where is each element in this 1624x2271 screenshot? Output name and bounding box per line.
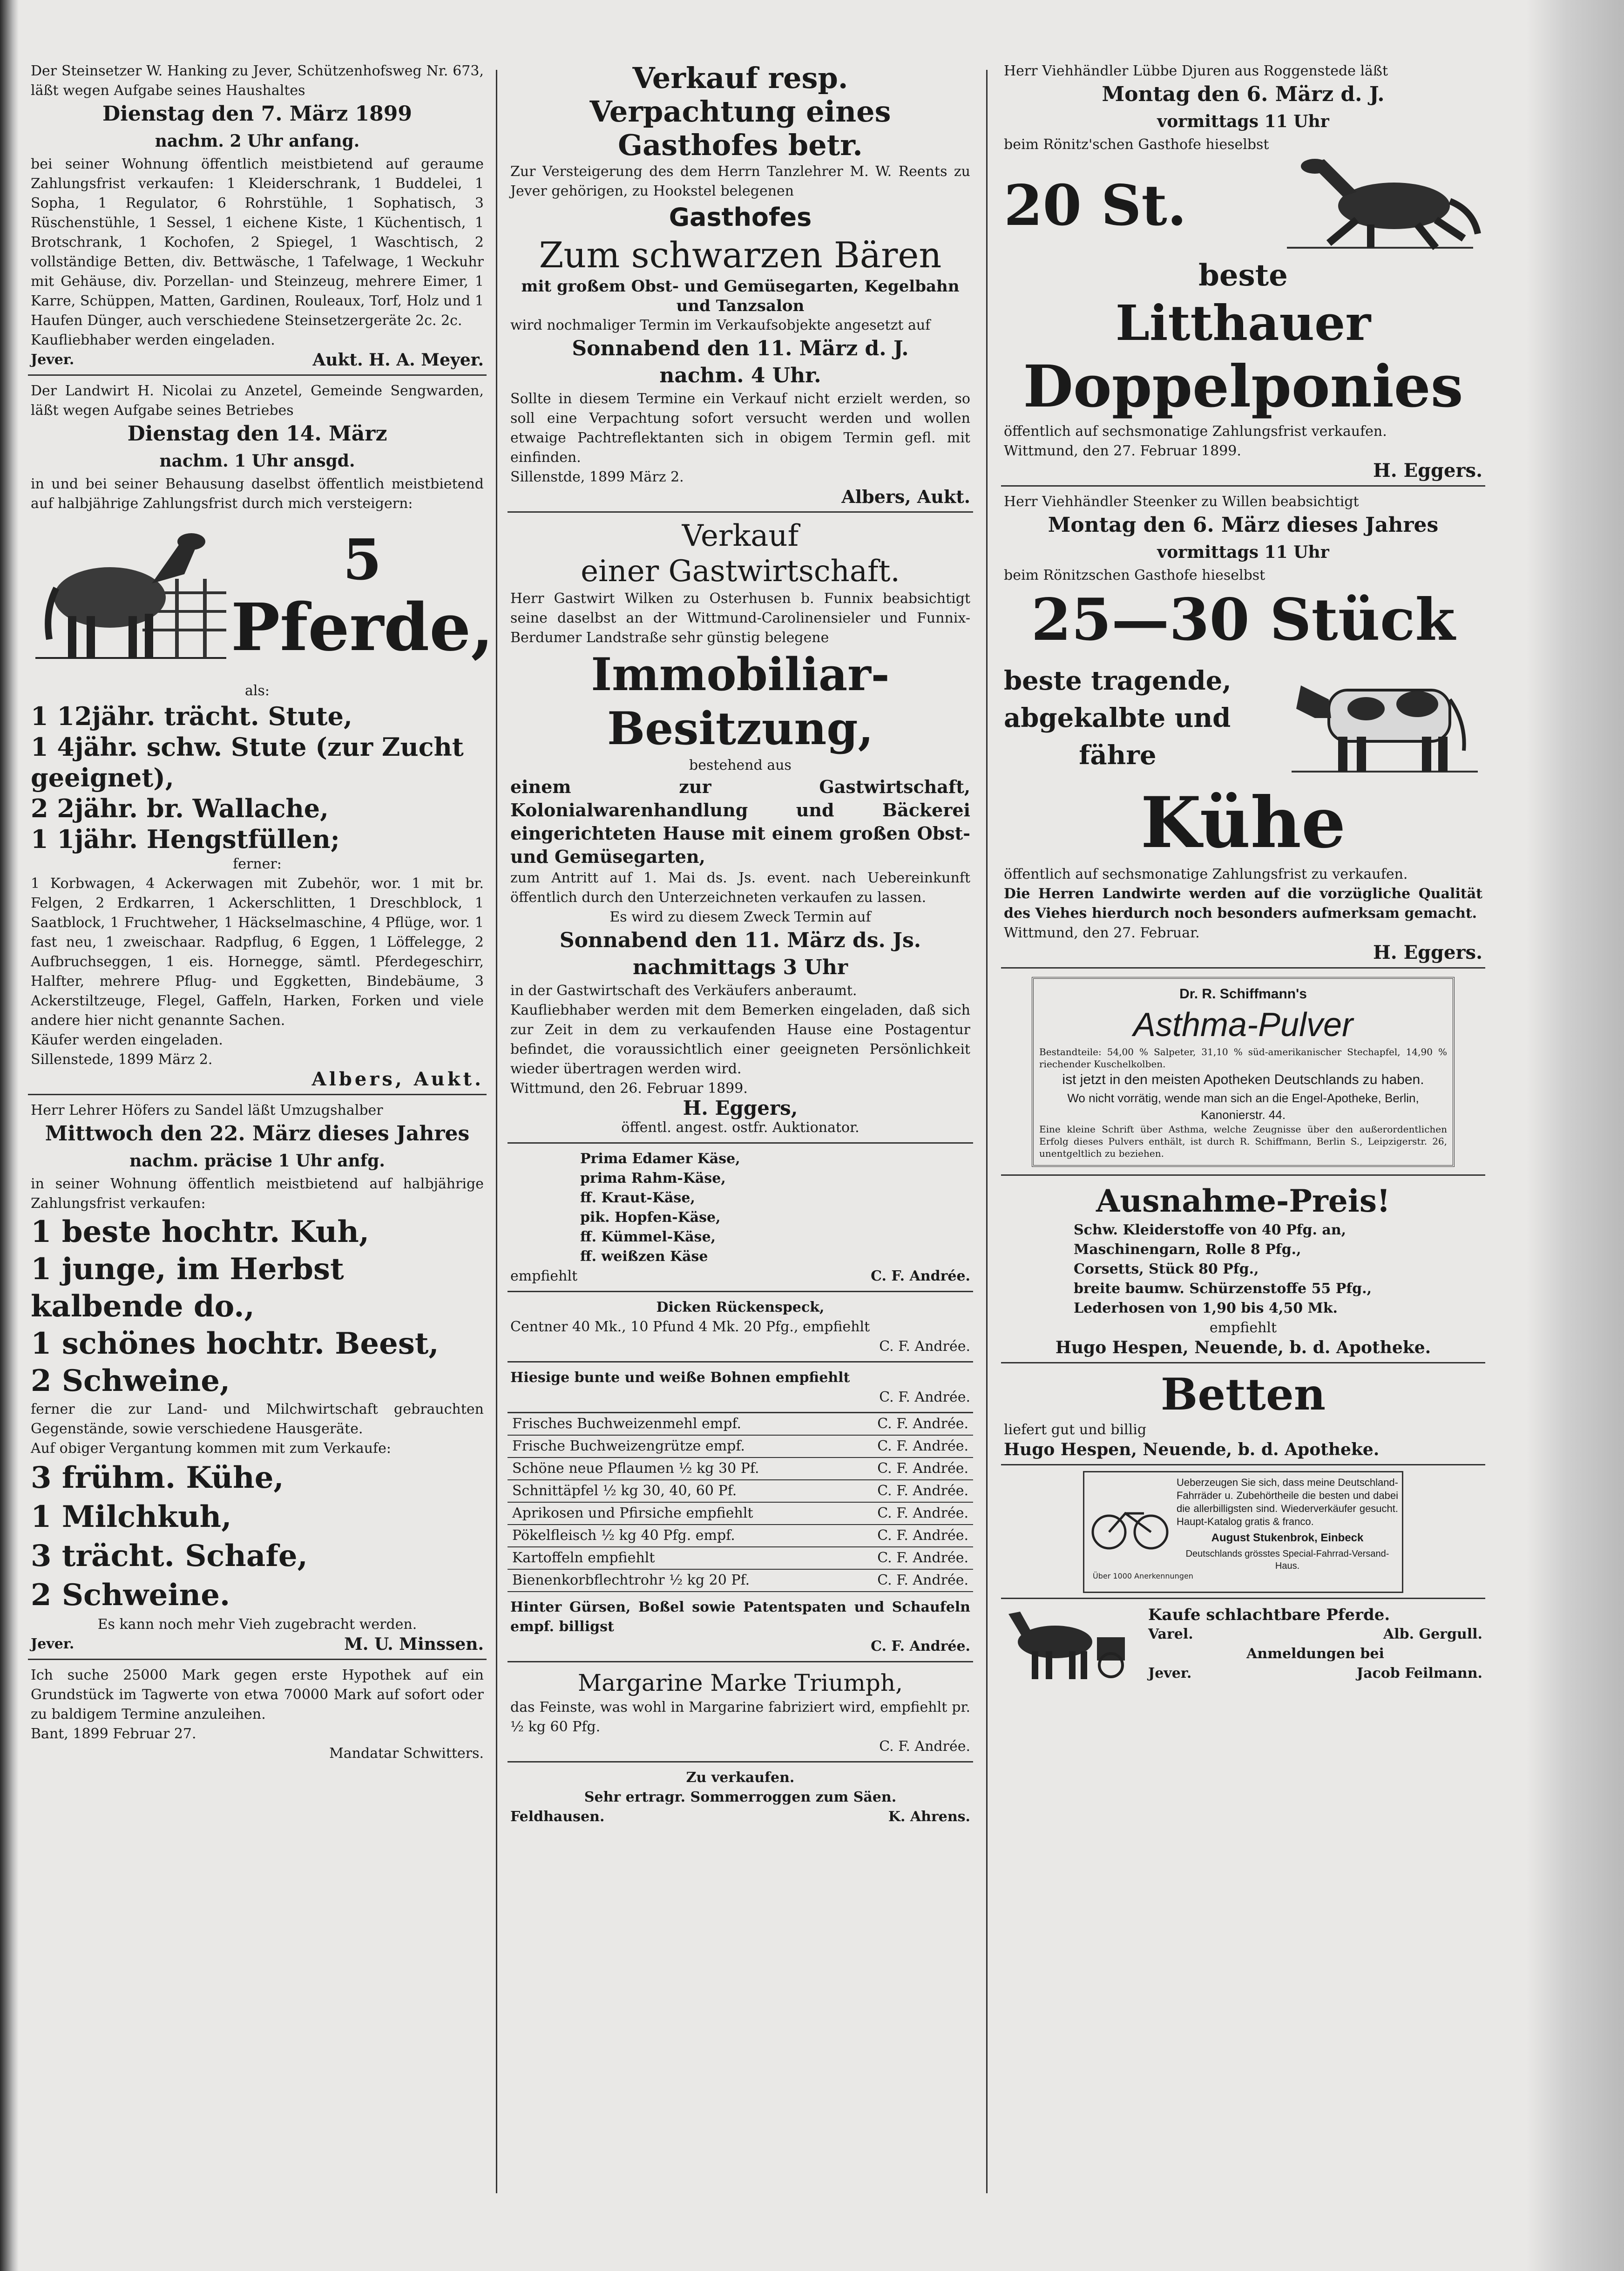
ad-intro: Herr Viehhändler Lübbe Djuren aus Roggenstede läßt bbox=[1004, 63, 1388, 79]
ad-small: Eine kleine Schrift über Asthma, welche Zeugnisse über den außerordentlichen Erfolg dieses Pulvers enthält, ist durch R. Schiffmann, Berlin S., Leipzigerstr. 26, unentgeltlich zu beziehen. bbox=[1039, 1124, 1447, 1159]
ad-body: Die Herren Landwirte werden auf die vorzügliche Qualität des Viehes hierdurch noch besonders aufmerksam gemacht. bbox=[1004, 886, 1482, 922]
page-edge bbox=[1526, 0, 1624, 2271]
table-sign: C. F. Andrée. bbox=[877, 1416, 968, 1432]
ad-heading: Doppelponies bbox=[1023, 353, 1463, 420]
list-item: Corsetts, Stück 80 Pfg., bbox=[1074, 1261, 1259, 1277]
table-sign: C. F. Andrée. bbox=[877, 1483, 968, 1499]
horse-list bbox=[31, 701, 484, 854]
ad-body: mit großem Obst- und Gemüsegarten, Kegelbahn und Tanzsalon bbox=[521, 277, 960, 315]
ad-gasthof-sale bbox=[508, 56, 973, 513]
table-sign: C. F. Andrée. bbox=[877, 1527, 968, 1544]
ad-heading: beste bbox=[1198, 258, 1288, 293]
auction-time: nachm. 1 Uhr ansgd. bbox=[159, 451, 355, 471]
ad-ausnahme bbox=[1001, 1176, 1485, 1363]
pony-illustration bbox=[1278, 155, 1482, 257]
ad-body: in seiner Wohnung öffentlich meistbietend auf halbjährige Zahlungsfrist verkaufen: bbox=[31, 1176, 484, 1212]
auction-date: Sonnabend den 11. März d. J. bbox=[572, 337, 909, 360]
ad-signature: C. F. Andrée. bbox=[879, 1389, 970, 1405]
table-row bbox=[508, 1480, 973, 1503]
auction-time: nachm. 2 Uhr anfang. bbox=[155, 131, 360, 151]
column-rule bbox=[986, 70, 988, 2193]
auction-date: Dienstag den 14. März bbox=[127, 422, 387, 446]
list-item: 1 beste hochtr. Kuh, bbox=[31, 1214, 370, 1249]
ad-firm: August Stukenbrok, Einbeck bbox=[1211, 1532, 1364, 1544]
list-item: prima Rahm-Käse, bbox=[580, 1170, 726, 1186]
auction-time: nachm. 4 Uhr. bbox=[659, 364, 821, 387]
cow-illustration bbox=[1287, 658, 1482, 779]
ad-body: einem zur Gastwirtschaft, Kolonialwarenhandlung und Bäckerei eingerichteten Hause mit einem großen Obst- und Gemüsegarten, bbox=[510, 776, 970, 867]
ad-intro: Herr Lehrer Höfers zu Sandel läßt Umzugshalber bbox=[31, 1102, 383, 1119]
ad-betten bbox=[1001, 1363, 1485, 1465]
ad-signature: C. F. Andrée. bbox=[879, 1738, 970, 1755]
asthma-title: Asthma-Pulver bbox=[1133, 1006, 1353, 1044]
cow-count: 25—30 Stück bbox=[1031, 586, 1455, 654]
ad-body: Herr Gastwirt Wilken zu Osterhusen b. Funnix beabsichtigt seine daselbst an der Wittmund-Carolinensieler und Funnix-Berdumer Landstraße sehr günstig belegene bbox=[510, 590, 970, 646]
table-item: Frische Buchweizengrütze empf. bbox=[512, 1438, 745, 1454]
ad-body: ist jetzt in den meisten Apotheken Deutschlands zu haben. bbox=[1062, 1072, 1424, 1087]
column-left bbox=[28, 56, 494, 2252]
table-sign: C. F. Andrée. bbox=[877, 1550, 968, 1566]
cattle-list bbox=[31, 1213, 484, 1400]
ad-body: in der Gastwirtschaft des Verkäufers anberaumt. bbox=[510, 983, 857, 999]
list-item: 2 2jähr. br. Wallache, bbox=[31, 793, 329, 823]
table-sign: C. F. Andrée. bbox=[877, 1460, 968, 1477]
table-row bbox=[508, 1503, 973, 1525]
ad-gastwirtschaft-sale bbox=[508, 513, 973, 1144]
pony-count: 20 St. bbox=[1004, 173, 1187, 238]
ad-heading: Gasthofes betr. bbox=[618, 128, 863, 162]
ad-signature: Albers, Aukt. bbox=[311, 1068, 484, 1090]
ad-body: Wo nicht vorrätig, wende man sich an die Engel-Apotheke, Berlin, Kanonierstr. 44. bbox=[1067, 1091, 1419, 1122]
table-row bbox=[508, 1458, 973, 1480]
table-row bbox=[508, 1547, 973, 1570]
ad-body: ferner die zur Land- und Milchwirtschaft gebrauchten Gegenstände, sowie verschiedene Hausgeräte. bbox=[31, 1401, 484, 1437]
ad-signature: Albers, Aukt. bbox=[841, 486, 970, 507]
ad-place: Varel. bbox=[1148, 1626, 1193, 1642]
table-item: Kartoffeln empfiehlt bbox=[512, 1550, 655, 1566]
ferner-label: ferner: bbox=[233, 856, 282, 872]
ad-heading: Verkauf resp. bbox=[632, 61, 848, 95]
auction-time: nachmittags 3 Uhr bbox=[632, 956, 848, 979]
ad-body: Zur Versteigerung des dem Herrn Tanzlehrer M. W. Reents zu Jever gehörigen, zu Hookstel belegenen bbox=[510, 163, 970, 199]
ad-signature: H. Eggers. bbox=[1373, 942, 1482, 963]
ad-mortgage bbox=[28, 1660, 487, 1768]
ad-heading: Kaufe schlachtbare Pferde. bbox=[1148, 1606, 1390, 1624]
ad-body: Ich suche 25000 Mark gegen erste Hypothek auf ein Grundstück im Tagwerte von etwa 70000 Mark auf sofort oder zu baldigem Termine anzuleihen. bbox=[31, 1667, 484, 1722]
table-item: Bienenkorbflechtrohr ½ kg 20 Pf. bbox=[512, 1572, 750, 1588]
table-item: Frisches Buchweizenmehl empf. bbox=[512, 1416, 741, 1432]
ad-place: Jever. bbox=[31, 352, 74, 368]
list-item: ff. weißzen Käse bbox=[580, 1248, 708, 1265]
list-item: ff. Kraut-Käse, bbox=[580, 1190, 695, 1206]
list-item: Prima Edamer Käse, bbox=[580, 1151, 740, 1167]
ad-body: öffentlich auf sechsmonatige Zahlungsfrist zu verkaufen. bbox=[1004, 866, 1408, 882]
ad-nicolai-horses bbox=[28, 376, 494, 1095]
horse-count: 5 bbox=[343, 527, 382, 593]
ad-place: Feldhausen. bbox=[510, 1809, 605, 1825]
list-item: 3 trächt. Schafe, bbox=[31, 1539, 308, 1573]
list-item: ff. Kümmel-Käse, bbox=[580, 1229, 716, 1245]
ad-invite: Käufer werden eingeladen. bbox=[31, 1032, 223, 1048]
ad-body: Kaufliebhaber werden mit dem Bemerken eingeladen, daß sich zur Zeit in dem zu verkaufenden Hause eine Postagentur befindet, die voraussichtlich einer geeigneten Persönlichkeit wieder übertragen werden wird. bbox=[510, 1002, 970, 1077]
ad-small: Bestandteile: 54,00 % Salpeter, 31,10 % süd-amerikanischer Stechapfel, 14,90 % riechender Kuschelkolben. bbox=[1039, 1046, 1447, 1070]
ad-heading: Ausnahme-Preis! bbox=[1096, 1183, 1390, 1219]
ad-cows bbox=[1001, 487, 1485, 969]
ad-heading: Besitzung, bbox=[607, 702, 873, 755]
auction-date: Mittwoch den 22. März dieses Jahres bbox=[45, 1122, 470, 1146]
ad-signature: K. Ahrens. bbox=[888, 1809, 970, 1825]
ad-place: Jever. bbox=[31, 1636, 74, 1652]
ad-body: wird nochmaliger Termin im Verkaufsobjekte angesetzt auf bbox=[510, 317, 931, 333]
ad-body: Anmeldungen bei bbox=[1246, 1646, 1384, 1662]
ad-body: bei seiner Wohnung öffentlich meistbietend auf geraume Zahlungsfrist verkaufen: 1 Kleiderschrank, 1 Buddelei, 1 Sopha, 1 Regulator, 6 Rohrstühle, 1 Sophatisch, 3 Rüschenstühle, 1 Sessel, 1 eichene Kiste, 1 Küchentisch, 1 Brotschrank, 1 Kochofen, 2 Spiegel, 1 Waschtisch, 2 vollständige Betten, div. Bettwäsche, 1 Tafelwage, 1 Weckuhr mit Gehäuse, div. Porzellan- und Steinzeug, mehrere Eimer, 1 Karre, Schüppen, Matten, Gardinen, Rouleaux, Torf, Holz und 1 Haufen Dünger, auch verschiedene Steinsetzergeräte 2c. 2c. bbox=[31, 156, 484, 329]
horse-cart-illustration bbox=[1004, 1605, 1139, 1684]
ad-fahrrad bbox=[1001, 1465, 1485, 1599]
ad-place: Wittmund, den 26. Februar 1899. bbox=[510, 1080, 748, 1097]
ad-place: Sillenstede, 1899 März 2. bbox=[31, 1051, 213, 1068]
ad-heading: Immobiliar- bbox=[591, 648, 890, 701]
ad-roggen bbox=[508, 1763, 973, 1831]
ad-ponies bbox=[1001, 56, 1485, 487]
list-item: 2 Schweine. bbox=[31, 1578, 230, 1613]
gasthof-name: Zum schwarzen Bären bbox=[539, 234, 942, 276]
table-sign: C. F. Andrée. bbox=[877, 1572, 968, 1588]
bicycle-illustration bbox=[1088, 1476, 1193, 1588]
ad-body: Hiesige bunte und weiße Bohnen empfiehlt bbox=[510, 1369, 850, 1386]
horse-heading: Pferde, bbox=[231, 590, 494, 666]
table-row bbox=[508, 1436, 973, 1458]
ad-heading: beste tragende, bbox=[1004, 665, 1232, 696]
auction-date: Sonnabend den 11. März ds. Js. bbox=[559, 929, 921, 952]
list-item: 1 1jähr. Hengstfüllen; bbox=[31, 824, 340, 854]
auction-date: Dienstag den 7. März 1899 bbox=[102, 102, 413, 126]
ad-body: Sollte in diesem Termine ein Verkauf nicht erzielt werden, so soll eine Verpachtung sofort versucht werden und wollen etwaige Pachtreflektanten sich in obigem Termin gefl. mit einfinden. bbox=[510, 391, 970, 466]
ad-hanking-auction bbox=[28, 56, 487, 376]
auction-date: Montag den 6. März d. J. bbox=[1102, 82, 1385, 106]
ad-asthma bbox=[1001, 969, 1485, 1176]
ad-place: Bant, 1899 Februar 27. bbox=[31, 1726, 196, 1742]
ad-gerate bbox=[508, 1592, 973, 1662]
ad-place: Sillenstde, 1899 März 2. bbox=[510, 469, 684, 485]
list-item: 1 junge, im Herbst kalbende do., bbox=[31, 1252, 344, 1324]
fahrrad-box bbox=[1083, 1471, 1403, 1593]
ad-signature-title: öffentl. angest. ostfr. Auktionator. bbox=[621, 1119, 859, 1136]
table-row bbox=[508, 1525, 973, 1547]
ad-heading: Dr. R. Schiffmann's bbox=[1179, 986, 1307, 1002]
ad-signature: Hugo Hespen, Neuende, b. d. Apotheke. bbox=[1055, 1338, 1431, 1357]
ad-signature: C. F. Andrée. bbox=[871, 1268, 970, 1284]
table-sign: C. F. Andrée. bbox=[877, 1438, 968, 1454]
ad-intro: Herr Viehhändler Steenker zu Willen beabsichtigt bbox=[1004, 494, 1359, 510]
ad-firm: Deutschlands grösstes Special-Fahrrad-Versand-Haus. bbox=[1185, 1549, 1389, 1571]
list-item: 1 Milchkuh, bbox=[31, 1499, 232, 1534]
ad-cheese bbox=[508, 1144, 973, 1292]
table-item: Schnittäpfel ½ kg 30, 40, 60 Pf. bbox=[512, 1483, 737, 1499]
ad-signature: Aukt. H. A. Meyer. bbox=[312, 350, 484, 370]
auction-time: vormittags 11 Uhr bbox=[1157, 112, 1329, 131]
ad-intro: Der Steinsetzer W. Hanking zu Jever, Schützenhofsweg Nr. 673, läßt wegen Aufgabe seines Haushaltes bbox=[31, 63, 484, 99]
ad-heading: fähre bbox=[1079, 740, 1157, 771]
list-item: Lederhosen von 1,90 bis 4,50 Mk. bbox=[1074, 1300, 1338, 1316]
ad-place-line: beim Rönitz'schen Gasthofe hieselbst bbox=[1004, 136, 1269, 153]
list-item: 1 12jähr. trächt. Stute, bbox=[31, 701, 352, 731]
ad-heading: abgekalbte und bbox=[1004, 703, 1231, 733]
ad-signature: C. F. Andrée. bbox=[871, 1638, 970, 1654]
ad-body: 1 Korbwagen, 4 Ackerwagen mit Zubehör, wor. 1 mit br. Felgen, 2 Erdkarren, 1 Ackerschlitten, 1 Dreschblock, 1 Saatblock, 1 Fruchtweher, 1 Häckselmaschine, 4 Pflüge, wor. 1 fast neu, 1 zweischaar. Radpflug, 6 Eggen, 1 Löffelegge, 2 Aufbruchseggen, 1 eis. Hornegge, sämtl. Pferdegeschirr, Halfter, mehrere Pflug- und Eggketten, Bindebäume, 3 Ackerstiltzeuge, Flegel, Gaffeln, Harken, Forken und viele andere hier nicht genannte Sachen. bbox=[31, 875, 484, 1029]
ad-intro: Der Landwirt H. Nicolai zu Anzetel, Gemeinde Sengwarden, läßt wegen Aufgabe seines Betriebes bbox=[31, 383, 484, 419]
ad-body: Ueberzeugen Sie sich, dass meine Deutschland-Fahrräder u. Zubehörtheile die besten und dabei die allerbilligsten sind. Wiederverkäufer gesucht. Haupt-Katalog gratis & franco. bbox=[1177, 1477, 1398, 1527]
ad-bohnen bbox=[508, 1363, 973, 1413]
column-middle bbox=[508, 56, 973, 2252]
auction-date: Montag den 6. März dieses Jahres bbox=[1048, 513, 1439, 537]
horse-illustration bbox=[31, 518, 231, 677]
list-item: 1 4jähr. schw. Stute (zur Zucht geeignet), bbox=[31, 732, 464, 793]
als-label: als: bbox=[245, 683, 270, 699]
list-item: Schw. Kleiderstoffe von 40 Pfg. an, bbox=[1074, 1222, 1347, 1238]
ad-body: zum Antritt auf 1. Mai ds. Js. event. nach Uebereinkunft öffentlich durch den Unterzeichneten verkaufen zu lassen. bbox=[510, 870, 970, 906]
ad-heading: Gasthofes bbox=[669, 203, 812, 232]
stamp-text: Über 1000 Anerkennungen bbox=[1093, 1572, 1193, 1580]
ad-speck bbox=[508, 1292, 973, 1363]
ad-signature: Mandatar Schwitters. bbox=[329, 1745, 484, 1762]
table-sign: C. F. Andrée. bbox=[877, 1505, 968, 1521]
ad-heading: Zu verkaufen. bbox=[686, 1769, 795, 1786]
column-rule bbox=[496, 70, 497, 2193]
ad-body: Sehr ertragr. Sommerroggen zum Säen. bbox=[584, 1789, 897, 1805]
ad-place: Wittmund, den 27. Februar 1899. bbox=[1004, 443, 1241, 459]
list-item: 1 schönes hochtr. Beest, bbox=[31, 1326, 439, 1361]
ad-signature: M. U. Minssen. bbox=[344, 1634, 484, 1654]
ad-name: Alb. Gergull. bbox=[1383, 1626, 1482, 1642]
ad-place-line: beim Rönitzschen Gasthofe hieselbst bbox=[1004, 567, 1265, 583]
ad-invite: Kaufliebhaber werden eingeladen. bbox=[31, 332, 275, 348]
ad-body: Centner 40 Mk., 10 Pfund 4 Mk. 20 Pfg., empfiehlt bbox=[510, 1319, 870, 1335]
ad-name: Jacob Feilmann. bbox=[1356, 1665, 1482, 1681]
ad-heading: Margarine Marke Triumph, bbox=[578, 1669, 903, 1696]
auction-time: nachm. präcise 1 Uhr anfg. bbox=[129, 1151, 385, 1171]
ad-signature: H. Eggers. bbox=[1373, 460, 1482, 481]
asthma-box bbox=[1032, 977, 1455, 1167]
table-item: Aprikosen und Pfirsiche empfiehlt bbox=[512, 1505, 753, 1521]
ad-place: Wittmund, den 27. Februar. bbox=[1004, 925, 1200, 941]
ad-subheading: bestehend aus bbox=[689, 757, 792, 773]
ad-schlachtpferde bbox=[1001, 1599, 1485, 1688]
ad-place: Jever. bbox=[1148, 1665, 1192, 1681]
ad-body: Es wird zu diesem Zweck Termin auf bbox=[609, 909, 871, 925]
column-right bbox=[1001, 56, 1485, 2252]
list-item: breite baumw. Schürzenstoffe 55 Pfg., bbox=[1074, 1281, 1372, 1297]
andree-price-table bbox=[508, 1413, 973, 1592]
ad-heading: einer Gastwirtschaft. bbox=[581, 554, 900, 589]
ad-hoefers-auction bbox=[28, 1095, 487, 1660]
table-item: Schöne neue Pflaumen ½ kg 30 Pf. bbox=[512, 1460, 759, 1477]
ad-signature: C. F. Andrée. bbox=[879, 1338, 970, 1355]
auction-time: vormittags 11 Uhr bbox=[1157, 542, 1329, 562]
ad-body: in und bei seiner Behausung daselbst öffentlich meistbietend auf halbjährige Zahlungsfrist durch mich versteigern: bbox=[31, 476, 484, 512]
ad-heading: Betten bbox=[1160, 1369, 1326, 1420]
ad-heading: Verkauf bbox=[682, 519, 799, 553]
ad-note: Es kann noch mehr Vieh zugebracht werden. bbox=[97, 1616, 417, 1633]
table-row bbox=[508, 1413, 973, 1436]
list-item: 2 Schweine, bbox=[31, 1363, 230, 1398]
ad-body: das Feinste, was wohl in Margarine fabriziert wird, empfiehlt pr. ½ kg 60 Pfg. bbox=[510, 1699, 970, 1735]
ad-body: öffentlich auf sechsmonatige Zahlungsfrist verkaufen. bbox=[1004, 423, 1387, 440]
cattle-list-2 bbox=[31, 1458, 484, 1615]
page-binding bbox=[0, 0, 19, 2271]
ad-empf: empfiehlt bbox=[510, 1268, 578, 1284]
ad-body: Auf obiger Vergantung kommen mit zum Verkaufe: bbox=[31, 1440, 392, 1457]
ad-empf: empfiehlt bbox=[1209, 1320, 1277, 1336]
ad-body: liefert gut und billig bbox=[1004, 1422, 1147, 1438]
list-item: 3 frühm. Kühe, bbox=[31, 1460, 284, 1495]
ad-body: Hinter Gürsen, Boßel sowie Patentspaten und Schaufeln empf. billigst bbox=[510, 1599, 970, 1635]
ad-heading: Verpachtung eines bbox=[589, 95, 891, 129]
ad-heading: Dicken Rückenspeck, bbox=[656, 1299, 825, 1315]
ad-margarine bbox=[508, 1662, 973, 1763]
list-item: pik. Hopfen-Käse, bbox=[580, 1209, 721, 1226]
ad-heading: Kühe bbox=[1140, 782, 1346, 864]
ad-signature: Hugo Hespen, Neuende, b. d. Apotheke. bbox=[1004, 1440, 1380, 1459]
ad-signature: H. Eggers, bbox=[683, 1097, 798, 1119]
cheese-list bbox=[510, 1149, 970, 1267]
ad-heading: Litthauer bbox=[1115, 294, 1371, 352]
table-item: Pökelfleisch ½ kg 40 Pfg. empf. bbox=[512, 1527, 735, 1544]
table-row bbox=[508, 1570, 973, 1592]
list-item: Maschinengarn, Rolle 8 Pfg., bbox=[1074, 1241, 1301, 1258]
